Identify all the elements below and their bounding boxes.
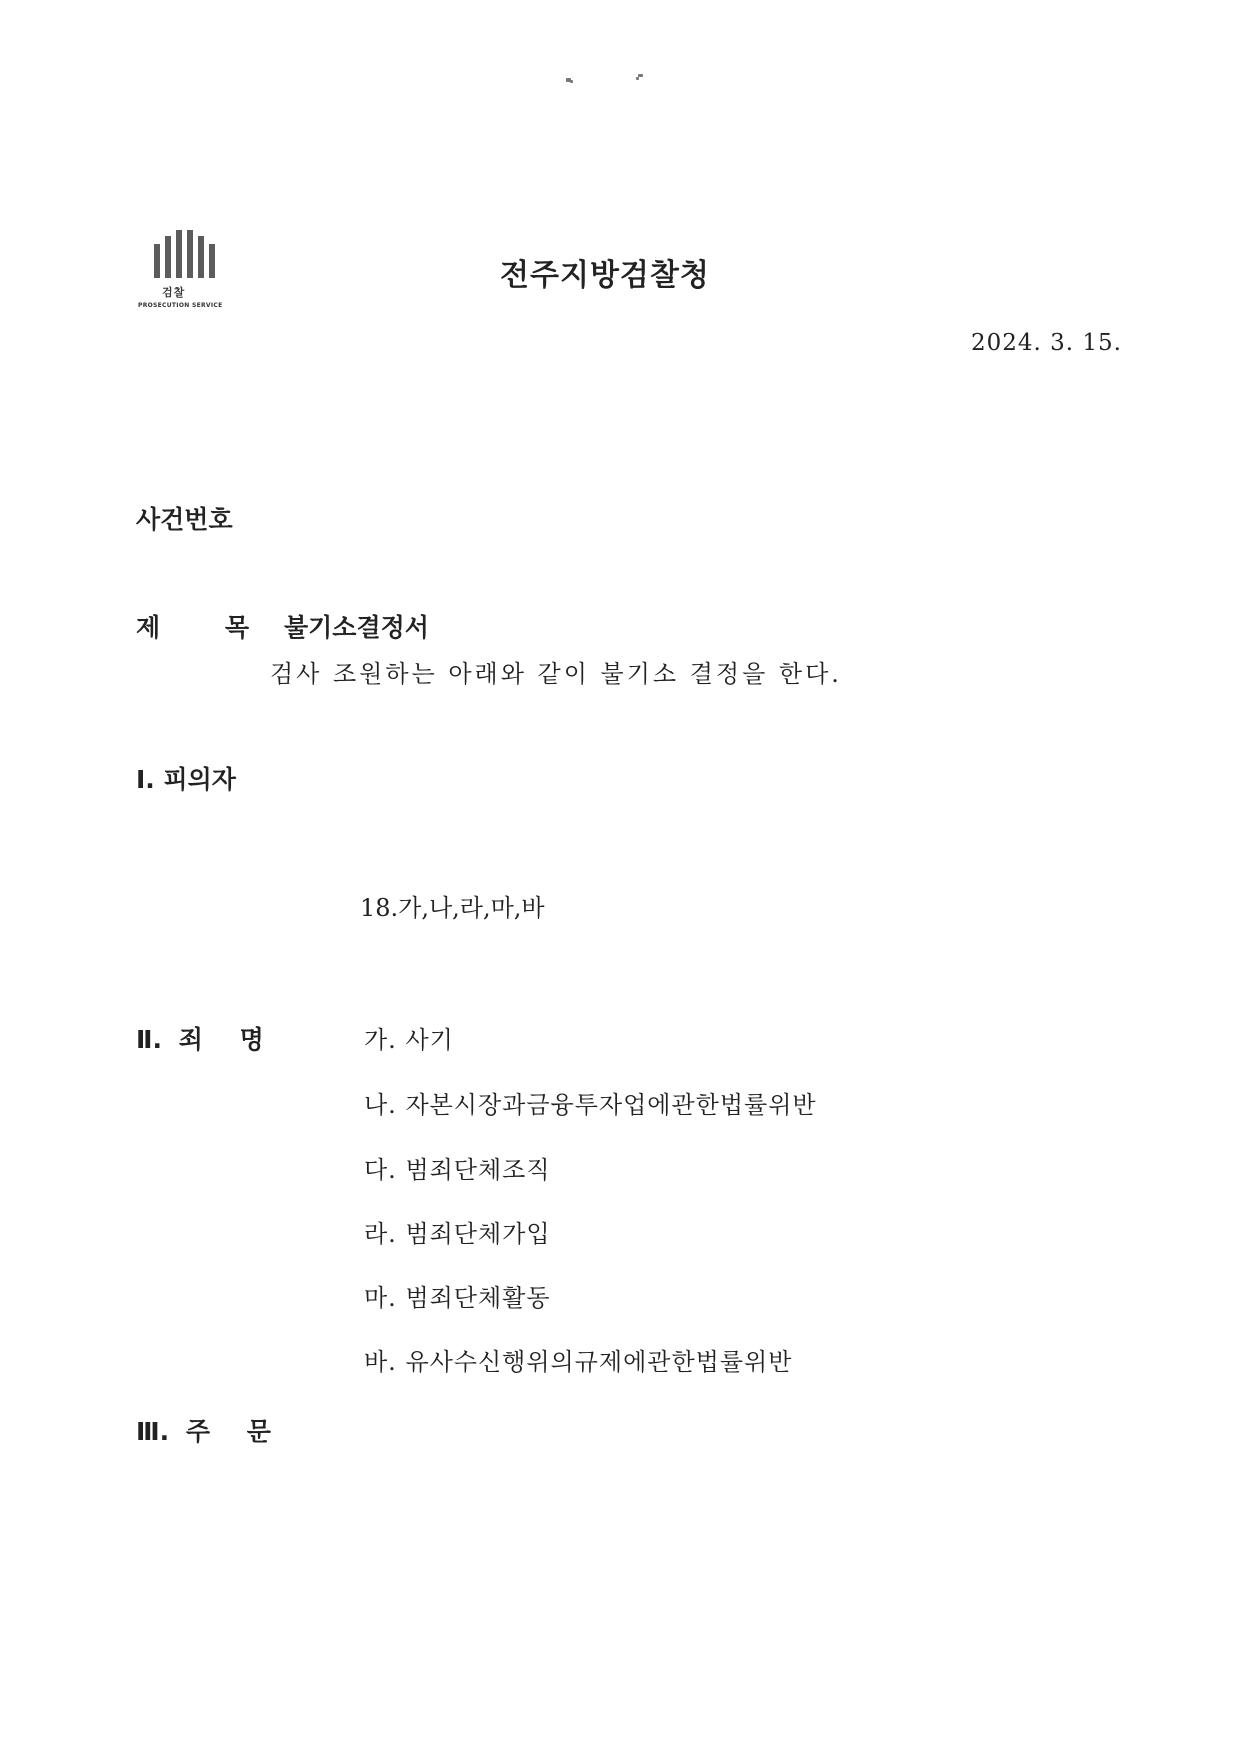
agency-name: 전주지방검찰청 [500, 258, 710, 293]
crime-item: 다. 범죄단체조직 [364, 1156, 551, 1184]
title-label-char-2: 목 [224, 613, 250, 642]
scan-artifact [566, 74, 646, 88]
suspect-value: 18.가,나,라,마,바 [360, 894, 545, 922]
crime-item: 마. 범죄단체활동 [364, 1284, 551, 1312]
logo-text-korean: 검찰 [162, 286, 186, 299]
crime-item: 가. 사기 [364, 1026, 454, 1054]
logo-text-english: PROSECUTION SERVICE [138, 302, 223, 309]
crime-item: 바. 유사수신행위의규제에관한법률위반 [364, 1348, 793, 1376]
crime-item: 라. 범죄단체가입 [364, 1220, 551, 1248]
logo-bars-icon [154, 230, 236, 278]
crime-item: 나. 자본시장과금융투자업에관한법률위반 [364, 1091, 817, 1119]
order-label-char-2: 문 [246, 1417, 271, 1446]
order-label-numeral: Ⅲ. [136, 1417, 170, 1446]
prosecution-logo [136, 230, 236, 309]
title-label-char-1: 제 [136, 613, 161, 642]
title-label [136, 608, 249, 644]
case-number-label: 사건번호 [136, 505, 233, 534]
crime-label-char-1: 죄 [178, 1025, 203, 1054]
document-date: 2024. 3. 15. [971, 330, 1122, 356]
order-label [136, 1412, 271, 1448]
order-label-char-1: 주 [185, 1417, 211, 1446]
decision-statement: 검사 조원하는 아래와 같이 불기소 결정을 한다. [270, 660, 842, 688]
crime-label-char-2: 명 [239, 1025, 264, 1054]
suspect-label: Ⅰ. 피의자 [136, 765, 236, 794]
crime-label [136, 1020, 264, 1056]
crime-label-numeral: Ⅱ. [136, 1025, 162, 1054]
document-title: 불기소결정서 [284, 613, 429, 642]
